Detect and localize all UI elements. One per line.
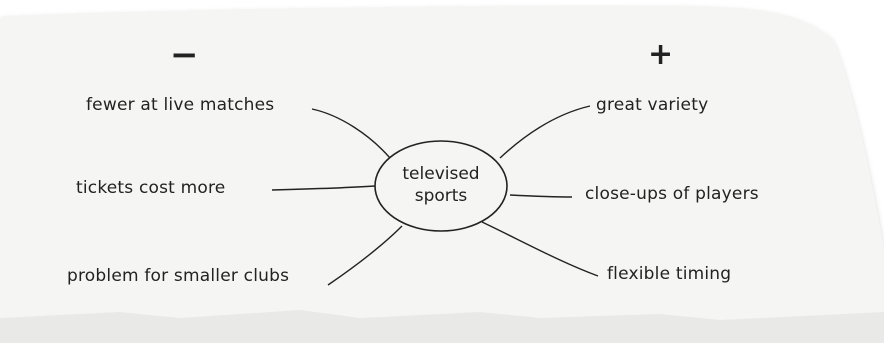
positive-label-1: great variety [596,95,709,115]
negative-label-2: tickets cost more [76,178,226,198]
center-topic-line-1: televised [402,164,480,184]
center-topic-line-2: sports [414,186,468,206]
center-topic [381,163,501,207]
minus-sign: − [170,35,199,75]
negative-label-3: problem for smaller clubs [67,266,290,286]
negative-label-1: fewer at live matches [86,95,275,115]
positive-label-2: close-ups of players [585,184,759,204]
plus-sign: + [648,37,674,72]
positive-label-3: flexible timing [607,264,732,284]
